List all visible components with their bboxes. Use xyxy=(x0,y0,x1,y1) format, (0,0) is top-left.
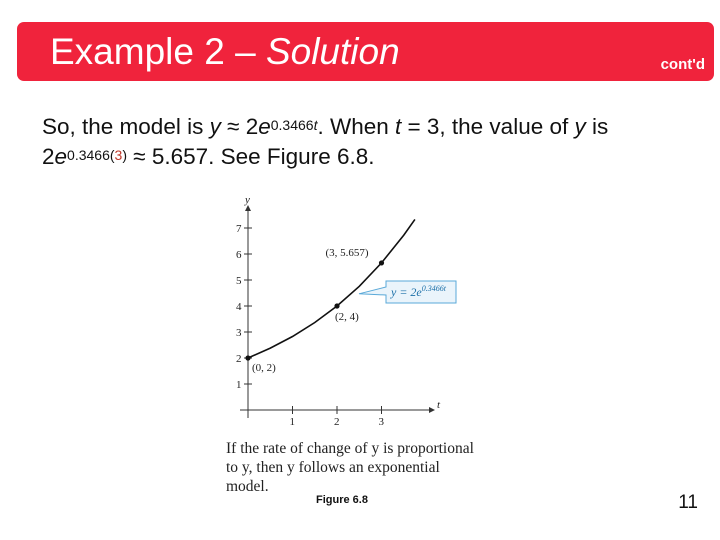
t-tick-label: 3 xyxy=(378,416,384,428)
callout-equation: $y = 2e^{0.3466t}$ xyxy=(391,284,446,299)
figure-caption: If the rate of change of y is proportional to y, then y follows an exponential model. xyxy=(226,440,474,495)
y-tick-label: 2 xyxy=(236,353,242,365)
y-tick-label: 4 xyxy=(236,301,242,313)
point-label: (3, 5.657) xyxy=(325,246,369,259)
y-tick-label: 1 xyxy=(236,379,242,391)
figure-6-8 xyxy=(212,188,482,493)
t-tick-label: 2 xyxy=(334,416,340,428)
t-axis-arrow xyxy=(429,407,435,413)
data-point xyxy=(334,303,339,308)
exponential-chart xyxy=(212,188,482,438)
data-point xyxy=(245,355,250,360)
page-number: 11 xyxy=(678,492,698,513)
continued-label: cont'd xyxy=(660,56,705,73)
y-tick-label: 6 xyxy=(236,249,242,261)
point-label: (2, 4) xyxy=(335,311,359,323)
t-axis-label: t xyxy=(437,399,441,411)
body-text xyxy=(42,112,608,172)
y-ticks xyxy=(236,223,252,391)
data-points xyxy=(245,247,384,374)
body-line-1: So, the model is $y \approx 2e^{0.3466t}$. When t = 3, the value of y is xyxy=(42,114,609,139)
t-ticks xyxy=(290,406,385,428)
title-bar xyxy=(17,22,714,81)
data-point xyxy=(379,260,384,265)
y-tick-label: 3 xyxy=(236,327,242,339)
y-tick-label: 7 xyxy=(236,223,242,235)
y-tick-label: 5 xyxy=(236,275,242,287)
body-line-2: $2e^{0.3466(3)} \approx 5.657$. See Figure 6.8. xyxy=(42,144,375,169)
point-label: (0, 2) xyxy=(252,362,276,374)
figure-label: Figure 6.8 xyxy=(316,494,368,506)
slide-title: Example 2 – Solution xyxy=(50,31,400,72)
t-tick-label: 1 xyxy=(289,416,295,428)
y-axis-label: y xyxy=(245,194,250,206)
equation-callout xyxy=(359,281,456,303)
